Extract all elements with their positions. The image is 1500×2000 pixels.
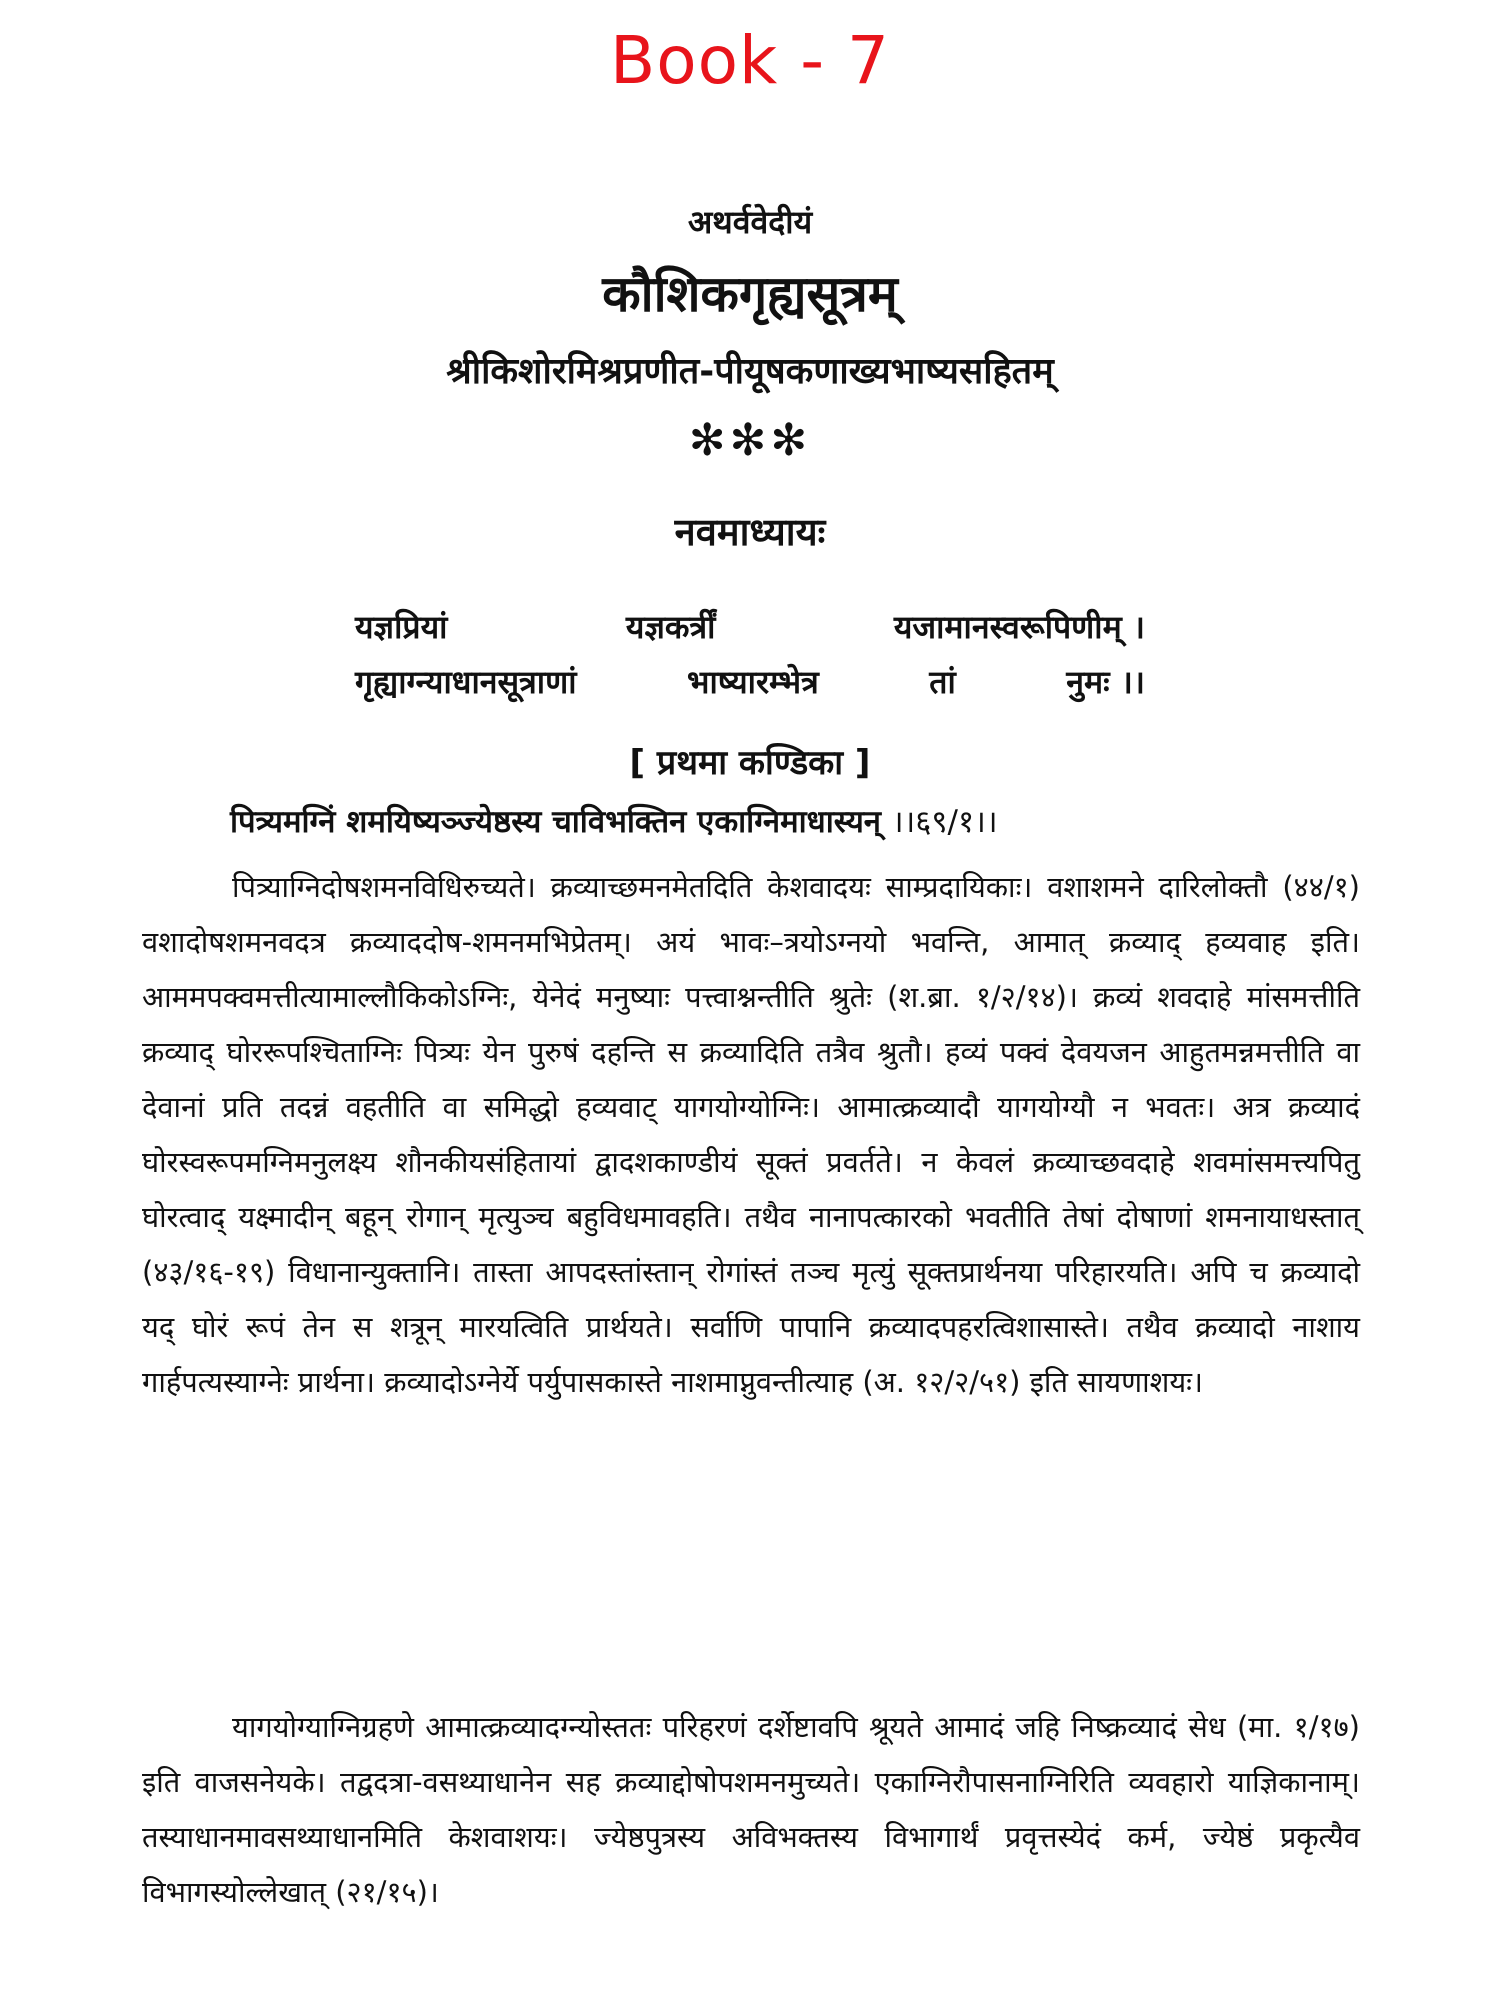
commentary-paragraph-2: यागयोग्याग्निग्रहणे आमात्क्रव्यादग्न्योस्ततः परिहरणं दर्शेष्टावपि श्रूयते आमादं जहि निष्क्रव्यादं सेध (मा. १/१७) इति वाजसनेयके। तद्वदत्रा-वसथ्याधानेन सह क्रव्याद्दोषोपशमनमुच्यते। एकाग्निरौपासनाग्निरिति व्यवहारो याज्ञिकानाम्। तस्याधानमावसथ्याधानमिति केशवाशयः। ज्येष्ठपुत्रस्य अविभक्तस्य विभागार्थं प्रवृत्तस्येदं कर्म, ज्येष्ठं प्रकृत्यैव विभागस्योल्लेखात् (२१/१५)। — [142, 1710, 1360, 1909]
verse-word: तां — [929, 663, 956, 701]
sutra-line — [230, 800, 998, 842]
book-label: Book - 7 — [609, 22, 891, 99]
invocation-verse-line-2 — [355, 660, 1145, 703]
sutra-text: पित्र्यमग्निं शमयिष्यञ्ज्येष्ठस्य चाविभक्तिन एकाग्निमाधास्यन् — [230, 804, 882, 840]
verse-word: यज्ञप्रियां — [355, 608, 448, 646]
verse-word: गृह्याग्न्याधानसूत्राणां — [355, 663, 577, 701]
commentary-paragraph-1: पित्र्याग्निदोषशमनविधिरुच्यते। क्रव्याच्छमनमेतदिति केशवादयः साम्प्रदायिकाः। वशाशमने दारिलोक्तौ (४४/१) वशादोषशमनवदत्र क्रव्याददोष-शमनमभिप्रेतम्। अयं भावः–त्रयोऽग्नयो भवन्ति, आमात् क्रव्याद् हव्यवाह इति। आममपक्वमत्तीत्यामाल्लौकिकोऽग्निः, येनेदं मनुष्याः पत्त्वाश्नन्तीति श्रुतेः (श.ब्रा. १/२/१४)। क्रव्यं शवदाहे मांसमत्तीति क्रव्याद् घोररूपश्चिताग्निः पित्र्यः येन पुरुषं दहन्ति स क्रव्यादिति तत्रैव श्रुतौ। हव्यं पक्वं देवयजन आहुतमन्नमत्तीति वा देवानां प्रति तदन्नं वहतीति वा समिद्धो हव्यवाट् यागयोग्योग्निः। आमात्क्रव्यादौ यागयोग्यौ न भवतः। अत्र क्रव्यादं घोरस्वरूपमग्निमनुलक्ष्य शौनकीयसंहितायां द्वादशकाण्डीयं सूक्तं प्रवर्तते। न केवलं क्रव्याच्छवदाहे शवमांसमत्त्यपितु घोरत्वाद् यक्ष्मादीन् बहून् रोगान् मृत्युञ्च बहुविधमावहति। तथैव नानापत्कारको भवतीति तेषां दोषाणां शमनायाधस्तात् (४३/१६-१९) विधानान्युक्तानि। तास्ता आपदस्तांस्तान् रोगांस्तं तञ्च मृत्युं सूक्तप्रार्थनया परिहारयति। अपि च क्रव्यादो यद् घोरं रूपं तेन स शत्रून् मारयत्विति प्रार्थयते। सर्वाणि पापानि क्रव्यादपहरत्विशासास्ते। तथैव क्रव्यादो नाशाय गार्हपत्यस्याग्नेः प्रार्थना। क्रव्यादोऽग्नेर्ये पर्युपासकास्ते नाशमाप्नुवन्तीत्याह (अ. १२/२/५१) इति सायणाशयः। — [142, 870, 1360, 1399]
section-heading: [ प्रथमा कण्डिका ] — [629, 743, 871, 783]
verse-word: यज्ञकर्त्रीं — [625, 608, 716, 646]
sutra-number: ।।६९/१।। — [891, 804, 998, 840]
verse-word: यजामानस्वरूपिणीम् । — [893, 608, 1145, 646]
verse-word: नुमः ।। — [1066, 663, 1145, 701]
main-title: कौशिकगृह्यसूत्रम् — [602, 265, 898, 323]
supertitle: अथर्ववेदीयं — [687, 203, 813, 241]
ornament: ✻✻✻ — [688, 415, 812, 466]
invocation-verse-line-1 — [355, 605, 1145, 648]
subtitle: श्रीकिशोरमिश्रप्रणीत-पीयूषकणाख्यभाष्यसहितम् — [446, 351, 1054, 392]
chapter-heading: नवमाध्यायः — [674, 510, 826, 554]
verse-word: भाष्यारम्भेत्र — [686, 663, 819, 701]
